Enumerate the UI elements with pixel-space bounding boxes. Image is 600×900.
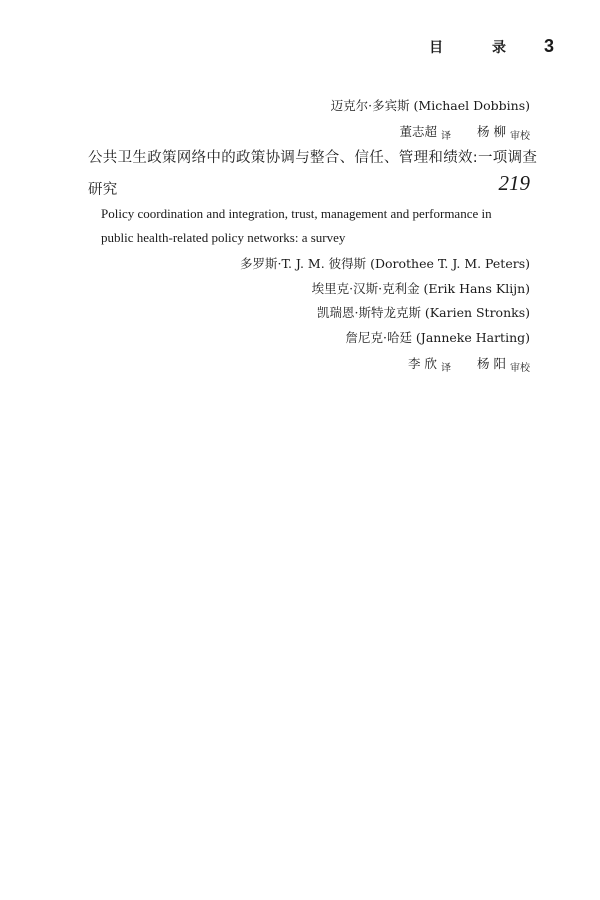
entry2-translator: 李 欣 [408,356,438,371]
entry2-author-1: 多罗斯·T. J. M. 彼得斯 (Dorothee T. J. M. Peters) [239,256,530,271]
entry1-translator: 董志超 [399,124,438,139]
entry2-author-2: 埃里克·汉斯·克利金 (Erik Hans Klijn) [311,281,530,296]
entry1-lead-author: 迈克尔·多宾斯 (Michael Dobbins) [330,98,530,113]
entry2-page-number[interactable]: 219 [498,171,530,195]
entry2-translator-role: 译 [441,363,452,374]
entry2-reviewer: 杨 阳 [477,356,506,371]
entry2-title-zh-line2[interactable]: 研究 [88,182,118,198]
entry2-author-3: 凯瑞恩·斯特龙克斯 (Karien Stronks) [316,305,530,320]
header-page-number: 3 [543,36,554,56]
entry2-author-4: 詹尼克·哈廷 (Janneke Harting) [345,330,530,345]
entry2-title-en-line2: public health-related policy networks: a survey [101,230,346,245]
entry1-reviewer: 杨 柳 [477,124,506,139]
entry2-title-en-line1: Policy coordination and integration, trust, management and performance in [101,206,492,221]
entry2-credits [408,354,530,372]
header-title: 目 录 [429,40,528,56]
entry1-credits [400,122,531,140]
entry1-translator-role: 译 [441,131,452,142]
entry2-reviewer-role: 审校 [510,363,530,374]
entry1-reviewer-role: 审校 [510,131,530,142]
entry2-title-zh-line1[interactable]: 公共卫生政策网络中的政策协调与整合、信任、管理和绩效:一项调查 [88,150,538,166]
running-header [429,36,554,57]
